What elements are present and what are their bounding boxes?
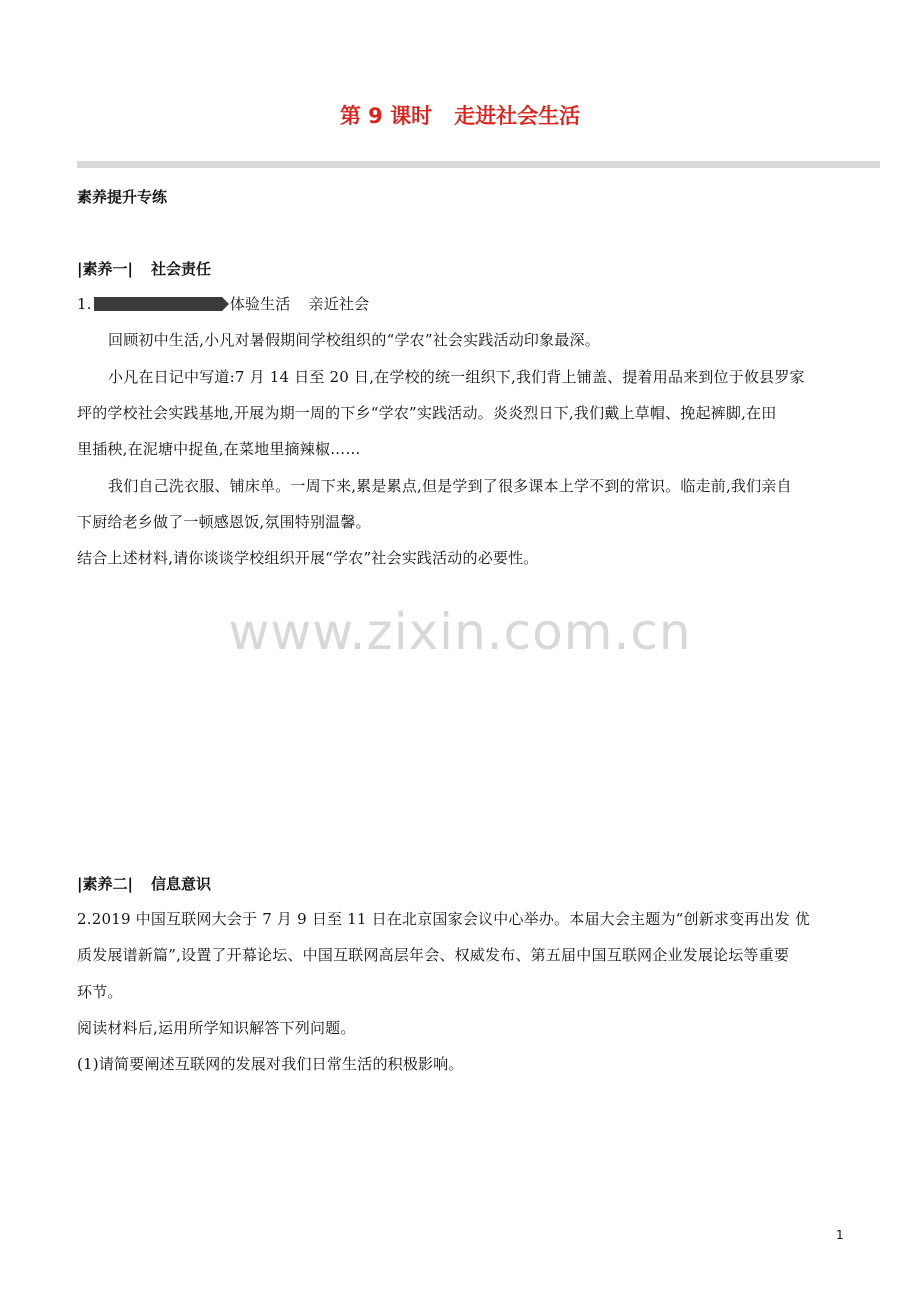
question1-paragraph: 我们自己洗衣服、铺床单。一周下来,累是累点,但是学到了很多课本上学不到的常识。临走前,我们亲自: [108, 477, 792, 495]
watermark: www.zixin.com.cn: [228, 603, 692, 661]
section1-label: |素养一|: [77, 260, 133, 278]
section2-name: 信息意识: [150, 875, 211, 893]
question1-title: [77, 293, 847, 314]
section2-label: |素养二|: [77, 875, 133, 893]
section2-heading: [77, 873, 211, 894]
page-number: 1: [836, 1228, 844, 1242]
question2-instruction: 阅读材料后,运用所学知识解答下列问题。: [77, 1019, 356, 1037]
question1-topic-a: 体验生活: [229, 295, 291, 313]
lesson-number: 第 9 课时: [339, 104, 433, 128]
question2-paragraph: 质发展谱新篇”,设置了开幕论坛、中国互联网高层年会、权威发布、第五届中国互联网企业发展论坛等重要: [77, 946, 790, 964]
redacted-block: [94, 297, 222, 311]
question1-paragraph: 小凡在日记中写道:7 月 14 日至 20 日,在学校的统一组织下,我们背上铺盖、提着用品来到位于攸县罗家: [108, 368, 805, 386]
section-subheading: 素养提升专练: [77, 188, 168, 206]
question1-paragraph: 下厨给老乡做了一顿感恩饭,氛围特别温馨。: [77, 513, 371, 531]
question1-topic-b: 亲近社会: [308, 295, 370, 313]
question2-subquestion: (1)请简要阐述互联网的发展对我们日常生活的积极影响。: [77, 1055, 464, 1073]
title-divider: [77, 161, 880, 168]
section1-heading: [77, 258, 211, 279]
question1-prompt: 结合上述材料,请你谈谈学校组织开展“学农”社会实践活动的必要性。: [77, 549, 539, 567]
question2-paragraph: 环节。: [77, 983, 123, 1001]
lesson-topic: 走进社会生活: [454, 104, 581, 128]
question1-number: 1.: [77, 294, 92, 313]
question2-paragraph: 2.2019 中国互联网大会于 7 月 9 日至 11 日在北京国家会议中心举办。本届大会主题为“创新求变再出发 优: [77, 910, 811, 928]
question1-paragraph: 回顾初中生活,小凡对暑假期间学校组织的“学农”社会实践活动印象最深。: [108, 331, 600, 349]
section1-name: 社会责任: [150, 260, 211, 278]
question1-paragraph: 坪的学校社会实践基地,开展为期一周的下乡“学农”实践活动。炎炎烈日下,我们戴上草帽、挽起裤脚,在田: [77, 404, 777, 422]
lesson-title: [0, 100, 920, 130]
question1-paragraph: 里插秧,在泥塘中捉鱼,在菜地里摘辣椒……: [77, 440, 361, 458]
